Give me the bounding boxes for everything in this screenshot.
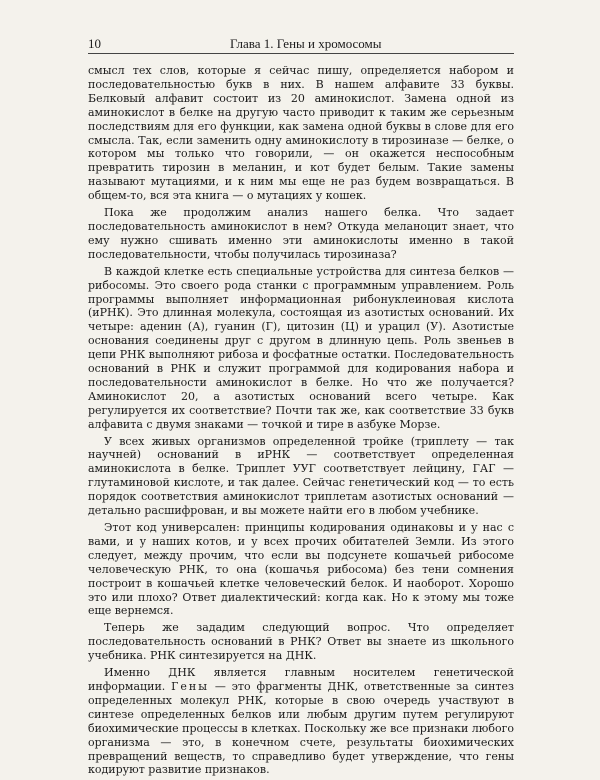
paragraph-3: В каждой клетке есть специальные устройства для синтеза белков — рибосомы. Это своего рода станки с программным управлением. Роль программы выполняет информационная рибонуклеиновая кислота (иРНК). Это длинная молекула, состоящая из азотистых оснований. Их четыре: аденин (А), гуанин (Г), цитозин (Ц) и урацил (У). Азотистые основания соединены друг с другом в длинную цепь. Роль звеньев в цепи РНК выполняют рибоза и фосфатные остатки. Последовательность оснований в РНК и служит программой для кодирования набора и последовательности аминокислот в белке. Но что же получается? Аминокислот 20, а азотистых оснований всего четыре. Как регулируется их соответствие? Почти так же, как соответствие 33 букв алфавита с двумя знаками — точкой и тире в азбуке Морзе. (88, 264, 514, 431)
chapter-title: Глава 1. Гены и хромосомы (230, 36, 382, 51)
body-text (88, 64, 514, 780)
paragraph-7-start: Именно ДНК является главным носителем генетической информации. (88, 666, 514, 693)
paragraph-6: Теперь же зададим следующий вопрос. Что определяет последовательность оснований в РНК? Ответ вы знаете из школьного учебника. РНК синтезируется на ДНК. (88, 621, 514, 663)
paragraph-7 (88, 666, 514, 777)
paragraph-7-end: — это фрагменты ДНК, ответственные за синтез определенных молекул РНК, которые в свою очередь участвуют в синтезе определенных белков или любым другим путем регулируют биохимические процессы в клетках. Поскольку же все признаки любого организма — это, в конечном счете, результаты биохимических превращений веществ, то справедливо будет утверждение, что гены кодируют развитие признаков. (88, 679, 514, 777)
paragraph-1: смысл тех слов, которые я сейчас пишу, определяется набором и последовательностью букв в них. В нашем алфавите 33 буквы. Белковый алфавит состоит из 20 аминокислот. Замена одной из аминокислот в белке на другую часто приводит к таким же серьезным последствиям для его функции, как замена одной буквы в слове для его смысла. Так, если заменить одну аминокислоту в тирозиназе — белке, о котором мы только что говорили, — он окажется неспособным превратить тирозин в меланин, и кот будет белым. Такие замены называют мутациями, и к ним мы еще не раз будем возвращаться. В общем-то, вся эта книга — о мутациях у кошек. (88, 64, 514, 203)
running-header (88, 33, 514, 54)
page-number: 10 (88, 36, 101, 51)
paragraph-5: Этот код универсален: принципы кодирования одинаковы и у нас с вами, и у наших котов, и у всех прочих обитателей Земли. Из этого следует, между прочим, что если вы подсунете кошачьей рибосоме человеческую РНК, то она (кошачья рибосома) без тени сомнения построит в кошачьей клетке человеческий белок. И наоборот. Хорошо это или плохо? Ответ диалектический: когда как. Но к этому мы тоже еще вернемся. (88, 521, 514, 618)
paragraph-2: Пока же продолжим анализ нашего белка. Что задает последовательность аминокислот в нем? Откуда меланоцит знает, что ему нужно сшивать именно эти аминокислоты именно в такой последовательности, чтобы получилась тирозиназа? (88, 206, 514, 261)
paragraph-4: У всех живых организмов определенной тройке (триплету — так научней) оснований в иРНК — соответствует определенная аминокислота в белке. Триплет УУГ соответствует лейцину, ГАГ — глутаминовой кислоте, и так далее. Сейчас генетический код — то есть порядок соответствия аминокислот триплетам азотистых оснований — детально расшифрован, и вы можете найти его в любом учебнике. (88, 434, 514, 518)
spaced-term-genes: Гены (171, 679, 210, 693)
